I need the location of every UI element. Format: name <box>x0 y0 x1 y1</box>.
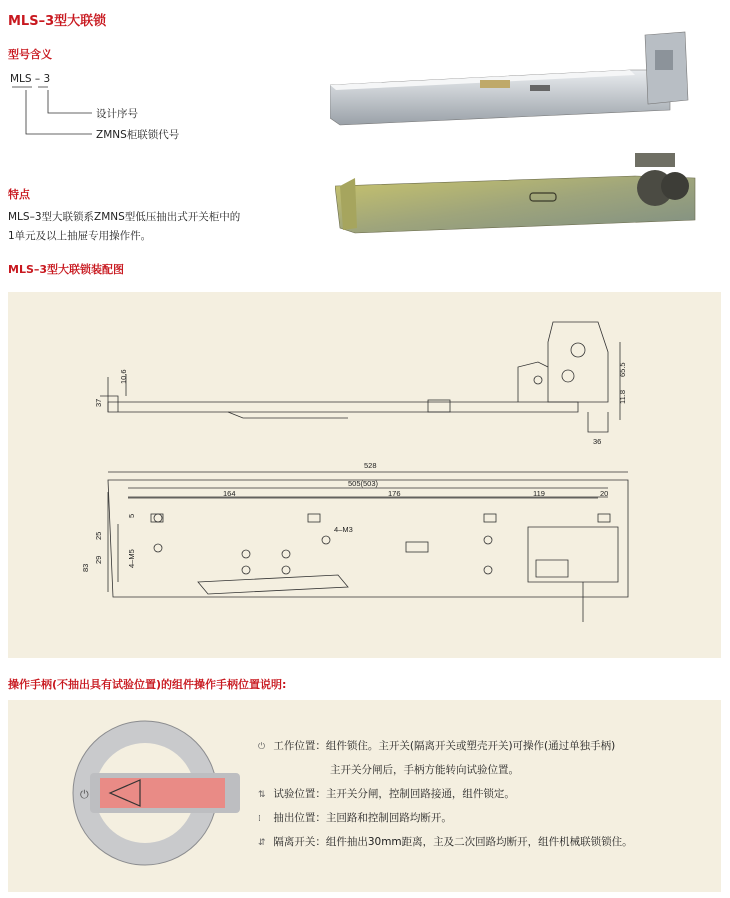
handle-diagram <box>60 718 250 868</box>
position-isolate <box>258 834 633 849</box>
assembly-drawing <box>8 292 721 658</box>
model-code: MLS – 3 <box>10 73 51 85</box>
handle-heading: 操作手柄(不抽出具有试验位置)的组件操作手柄位置说明: <box>8 678 287 691</box>
position-work <box>258 738 615 753</box>
features-line-2: 1单元及以上抽屉专用操作件。 <box>8 230 152 242</box>
position-withdraw-desc: ：主回路和控制回路均断开。 <box>315 812 452 824</box>
dim-4-m3: 4–M3 <box>334 525 353 534</box>
position-work-note <box>330 762 519 777</box>
dim-505: 505(503) <box>348 479 379 488</box>
position-test-desc: ：主开关分闸，控制回路接通，组件锁定。 <box>315 788 515 800</box>
position-test <box>258 786 515 801</box>
dim-119: 119 <box>533 489 545 498</box>
model-heading: 型号含义 <box>8 48 52 61</box>
page-title: MLS–3型大联锁 <box>8 14 107 29</box>
isolate-icon: ⇵ <box>258 838 266 848</box>
product-photo-silver <box>330 30 700 130</box>
dim-11-8: 11.8 <box>618 389 627 404</box>
dim-65-5: 65.5 <box>618 362 627 377</box>
power-icon: ⏻ <box>258 742 266 752</box>
position-work-name: 工作位置 <box>273 740 316 752</box>
dim-5: 5 <box>127 513 136 518</box>
position-test-name: 试验位置 <box>273 788 316 800</box>
dim-83: 83 <box>81 563 90 572</box>
withdraw-icon: ⁞ <box>258 814 261 824</box>
model-part-code: ZMNS柜联锁代号 <box>96 129 180 141</box>
position-isolate-desc: ：组件抽出30mm距离，主及二次回路均断开，组件机械联锁锁住。 <box>315 836 633 848</box>
dim-528: 528 <box>364 461 377 470</box>
position-work-note-desc: 主开关分闸后，手柄方能转向试验位置。 <box>330 764 519 776</box>
features-line-1: MLS–3型大联锁系ZMNS型低压抽出式开关柜中的 <box>8 211 241 223</box>
dim-164: 164 <box>223 489 236 498</box>
dim-4-m5: 4–M5 <box>127 549 136 568</box>
position-isolate-name: 隔离开关 <box>273 836 316 848</box>
handle-power-mark: ⏻ <box>80 788 89 801</box>
assembly-heading: MLS–3型大联锁装配图 <box>8 263 125 276</box>
dim-25: 25 <box>94 531 103 540</box>
dim-10-6: 10.6 <box>119 369 128 384</box>
position-withdraw-name: 抽出位置 <box>273 812 316 824</box>
dim-36: 36 <box>593 437 602 446</box>
dim-37: 37 <box>94 398 103 407</box>
position-withdraw <box>258 810 452 825</box>
dim-29: 29 <box>94 555 103 564</box>
dim-20: 20 <box>600 489 609 498</box>
product-photo-zinc <box>335 148 705 248</box>
model-part-serial: 设计序号 <box>96 108 138 120</box>
test-icon: ⇅ <box>258 790 266 800</box>
features-heading: 特点 <box>8 188 30 201</box>
dim-176: 176 <box>388 489 401 498</box>
position-work-desc: ：组件锁住。主开关(隔离开关或塑壳开关)可操作(通过单独手柄) <box>315 740 616 752</box>
